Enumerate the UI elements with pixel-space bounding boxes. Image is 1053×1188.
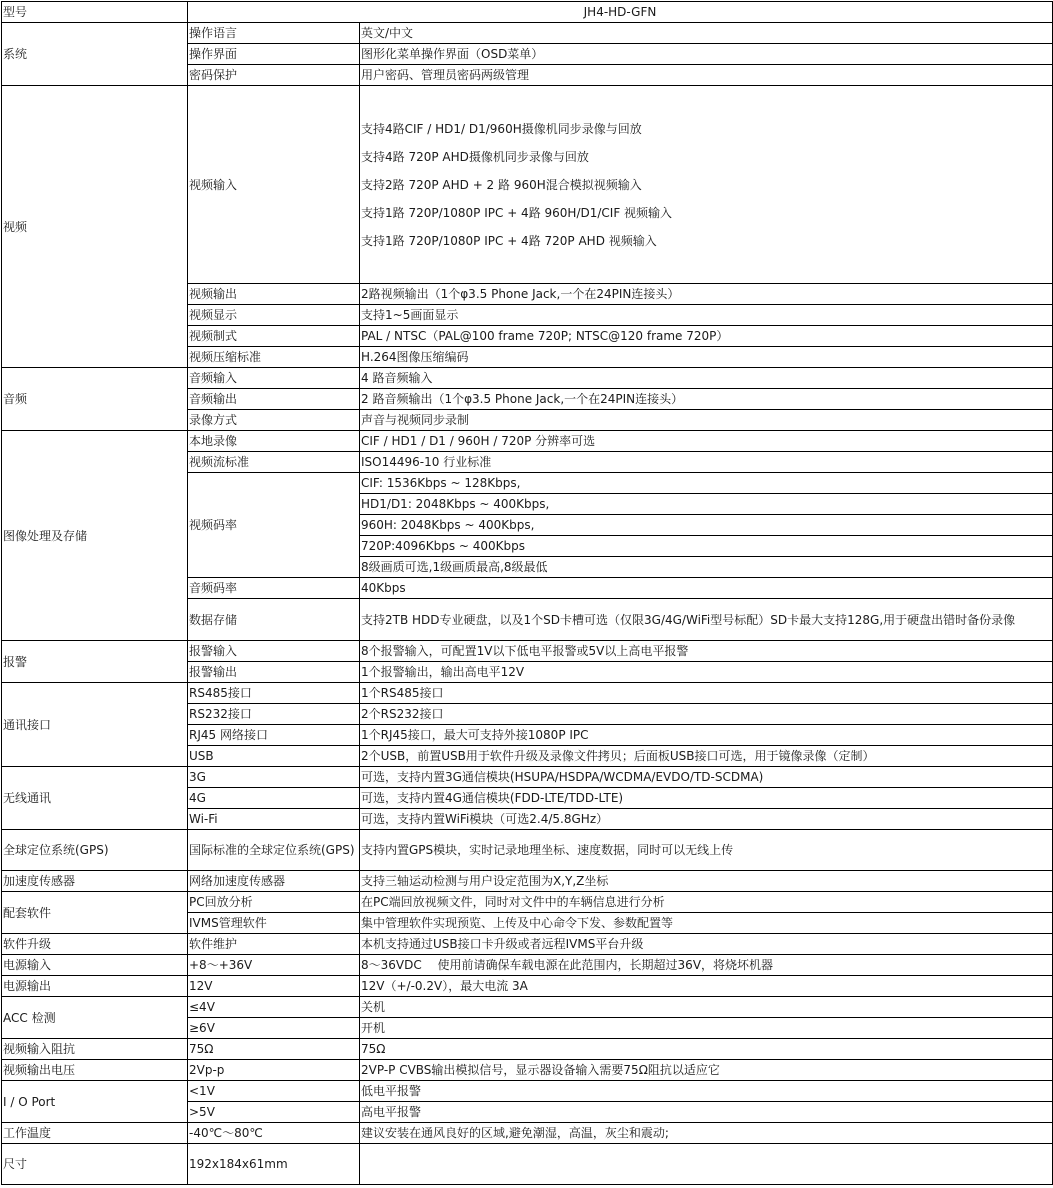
table-row	[2, 1144, 1053, 1185]
item-value: 支持1~5画面显示	[360, 305, 1053, 326]
category-wireless: 无线通讯	[2, 767, 188, 830]
item-label: 网络加速度传感器	[188, 871, 360, 892]
item-label: 本地录像	[188, 431, 360, 452]
item-value	[360, 1144, 1053, 1185]
item-value: PAL / NTSC（PAL@100 frame 720P; NTSC@120 frame 720P）	[360, 326, 1053, 347]
item-value: 集中管理软件实现预览、上传及中心命令下发、参数配置等	[360, 913, 1053, 934]
item-label: USB	[188, 746, 360, 767]
table-row	[2, 830, 1053, 871]
item-label: <1V	[188, 1081, 360, 1102]
category-size: 尺寸	[2, 1144, 188, 1185]
item-value: 图形化菜单操作界面（OSD菜单）	[360, 44, 1053, 65]
category-alarm: 报警	[2, 641, 188, 683]
item-value: 1个RS485接口	[360, 683, 1053, 704]
item-value: CIF / HD1 / D1 / 960H / 720P 分辨率可选	[360, 431, 1053, 452]
item-value: 支持2TB HDD专业硬盘，以及1个SD卡槽可选（仅限3G/4G/WiFi型号标配）SD卡最大支持128G,用于硬盘出错时备份录像	[360, 599, 1053, 641]
item-label: 录像方式	[188, 410, 360, 431]
item-value: 8～36VDC 使用前请确保车载电源在此范围内，长期超过36V，将烧坏机器	[360, 955, 1053, 976]
table-row	[2, 86, 1053, 284]
item-label: 视频制式	[188, 326, 360, 347]
item-value: 75Ω	[360, 1039, 1053, 1060]
table-row	[2, 1039, 1053, 1060]
item-value: 可选，支持内置3G通信模块(HSUPA/HSDPA/WCDMA/EVDO/TD-SCDMA)	[360, 767, 1053, 788]
item-value: 低电平报警	[360, 1081, 1053, 1102]
item-value: 8个报警输入，可配置1V以下低电平报警或5V以上高电平报警	[360, 641, 1053, 662]
item-value: 可选，支持内置WiFi模块（可选2.4/5.8GHz）	[360, 809, 1053, 830]
table-row	[2, 683, 1053, 704]
item-label: 视频输入	[188, 86, 360, 284]
item-value: 本机支持通过USB接口卡升级或者远程IVMS平台升级	[360, 934, 1053, 955]
item-value: 4 路音频输入	[360, 368, 1053, 389]
item-value: 2VP-P CVBS输出模拟信号，显示器设备输入需要75Ω阻抗以适应它	[360, 1060, 1053, 1081]
item-label: 192x184x61mm	[188, 1144, 360, 1185]
table-row	[2, 767, 1053, 788]
table-row	[2, 892, 1053, 913]
video-input-value	[360, 86, 1053, 284]
category-upgrade: 软件升级	[2, 934, 188, 955]
table-row	[2, 1060, 1053, 1081]
item-label: 密码保护	[188, 65, 360, 86]
video-input-line: 支持4路 720P AHD摄像机同步录像与回放	[361, 149, 589, 164]
item-label: PC回放分析	[188, 892, 360, 913]
category-system: 系统	[2, 23, 188, 86]
spec-table	[1, 1, 1053, 1185]
bitrate-line: HD1/D1: 2048Kbps ~ 400Kbps,	[360, 494, 1053, 515]
item-label: 软件维护	[188, 934, 360, 955]
bitrate-line: 8级画质可选,1级画质最高,8级最低	[360, 557, 1053, 578]
item-value: 40Kbps	[360, 578, 1053, 599]
header-row	[2, 2, 1053, 23]
video-input-line: 支持4路CIF / HD1/ D1/960H摄像机同步录像与回放	[361, 121, 642, 136]
item-label: 国际标准的全球定位系统(GPS)	[188, 830, 360, 871]
item-value: 2个USB，前置USB用于软件升级及录像文件拷贝；后面板USB接口可选，用于镜像录像（定制）	[360, 746, 1053, 767]
item-value: 高电平报警	[360, 1102, 1053, 1123]
item-value: 2路视频输出（1个φ3.5 Phone Jack,一个在24PIN连接头）	[360, 284, 1053, 305]
item-label: 4G	[188, 788, 360, 809]
video-input-line: 支持2路 720P AHD + 2 路 960H混合模拟视频输入	[361, 177, 642, 192]
item-label: 12V	[188, 976, 360, 997]
table-row	[2, 641, 1053, 662]
item-label: 视频压缩标准	[188, 347, 360, 368]
item-label: RJ45 网络接口	[188, 725, 360, 746]
item-value: 用户密码、管理员密码两级管理	[360, 65, 1053, 86]
model-label: 型号	[2, 2, 188, 23]
category-temp: 工作温度	[2, 1123, 188, 1144]
category-gps: 全球定位系统(GPS)	[2, 830, 188, 871]
item-label: IVMS管理软件	[188, 913, 360, 934]
item-value: 声音与视频同步录制	[360, 410, 1053, 431]
item-label: 音频输出	[188, 389, 360, 410]
table-row	[2, 997, 1053, 1018]
item-value: 1个报警输出，输出高电平12V	[360, 662, 1053, 683]
category-audio: 音频	[2, 368, 188, 431]
item-label: 3G	[188, 767, 360, 788]
item-label: RS485接口	[188, 683, 360, 704]
video-input-line: 支持1路 720P/1080P IPC + 4路 720P AHD 视频输入	[361, 233, 657, 248]
item-value: 可选，支持内置4G通信模块(FDD-LTE/TDD-LTE)	[360, 788, 1053, 809]
category-storage: 图像处理及存储	[2, 431, 188, 641]
category-impedance: 视频输入阻抗	[2, 1039, 188, 1060]
item-label: >5V	[188, 1102, 360, 1123]
item-label: 视频码率	[188, 473, 360, 578]
category-io: I / O Port	[2, 1081, 188, 1123]
table-row	[2, 1123, 1053, 1144]
item-label: 操作界面	[188, 44, 360, 65]
table-row	[2, 23, 1053, 44]
model-value: JH4-HD-GFN	[188, 2, 1053, 23]
category-comm: 通讯接口	[2, 683, 188, 767]
item-value: 在PC端回放视频文件，同时对文件中的车辆信息进行分析	[360, 892, 1053, 913]
item-label: RS232接口	[188, 704, 360, 725]
bitrate-line: 720P:4096Kbps ~ 400Kbps	[360, 536, 1053, 557]
table-row	[2, 955, 1053, 976]
item-label: ≥6V	[188, 1018, 360, 1039]
item-value: 关机	[360, 997, 1053, 1018]
item-label: 音频输入	[188, 368, 360, 389]
item-value: 2 路音频输出（1个φ3.5 Phone Jack,一个在24PIN连接头）	[360, 389, 1053, 410]
item-value: 12V（+/-0.2V），最大电流 3A	[360, 976, 1053, 997]
category-power-in: 电源输入	[2, 955, 188, 976]
item-label: 75Ω	[188, 1039, 360, 1060]
item-label: 报警输入	[188, 641, 360, 662]
item-label: Wi-Fi	[188, 809, 360, 830]
category-power-out: 电源输出	[2, 976, 188, 997]
item-label: 操作语言	[188, 23, 360, 44]
item-label: 数据存储	[188, 599, 360, 641]
item-value: H.264图像压缩编码	[360, 347, 1053, 368]
item-value: ISO14496-10 行业标准	[360, 452, 1053, 473]
category-accel: 加速度传感器	[2, 871, 188, 892]
category-acc: ACC 检测	[2, 997, 188, 1039]
category-voltage: 视频输出电压	[2, 1060, 188, 1081]
category-video: 视频	[2, 86, 188, 368]
item-value: 支持三轴运动检测与用户设定范围为X,Y,Z坐标	[360, 871, 1053, 892]
item-label: 视频显示	[188, 305, 360, 326]
item-label: 报警输出	[188, 662, 360, 683]
item-label: 视频流标准	[188, 452, 360, 473]
bitrate-line: CIF: 1536Kbps ~ 128Kbps,	[360, 473, 1053, 494]
video-input-line: 支持1路 720P/1080P IPC + 4路 960H/D1/CIF 视频输入	[361, 205, 673, 220]
item-label: 音频码率	[188, 578, 360, 599]
table-row	[2, 1081, 1053, 1102]
item-value: 2个RS232接口	[360, 704, 1053, 725]
table-row	[2, 934, 1053, 955]
category-software: 配套软件	[2, 892, 188, 934]
item-label: 2Vp-p	[188, 1060, 360, 1081]
table-row	[2, 368, 1053, 389]
item-label: +8～+36V	[188, 955, 360, 976]
table-row	[2, 976, 1053, 997]
item-value: 英文/中文	[360, 23, 1053, 44]
item-value: 1个RJ45接口，最大可支持外接1080P IPC	[360, 725, 1053, 746]
item-label: ≤4V	[188, 997, 360, 1018]
item-value: 开机	[360, 1018, 1053, 1039]
item-value: 支持内置GPS模块，实时记录地理坐标、速度数据，同时可以无线上传	[360, 830, 1053, 871]
item-label: 视频输出	[188, 284, 360, 305]
bitrate-line: 960H: 2048Kbps ~ 400Kbps,	[360, 515, 1053, 536]
table-row	[2, 871, 1053, 892]
table-row	[2, 431, 1053, 452]
item-value: 建议安装在通风良好的区域,避免潮湿，高温，灰尘和震动;	[360, 1123, 1053, 1144]
item-label: -40℃～80℃	[188, 1123, 360, 1144]
